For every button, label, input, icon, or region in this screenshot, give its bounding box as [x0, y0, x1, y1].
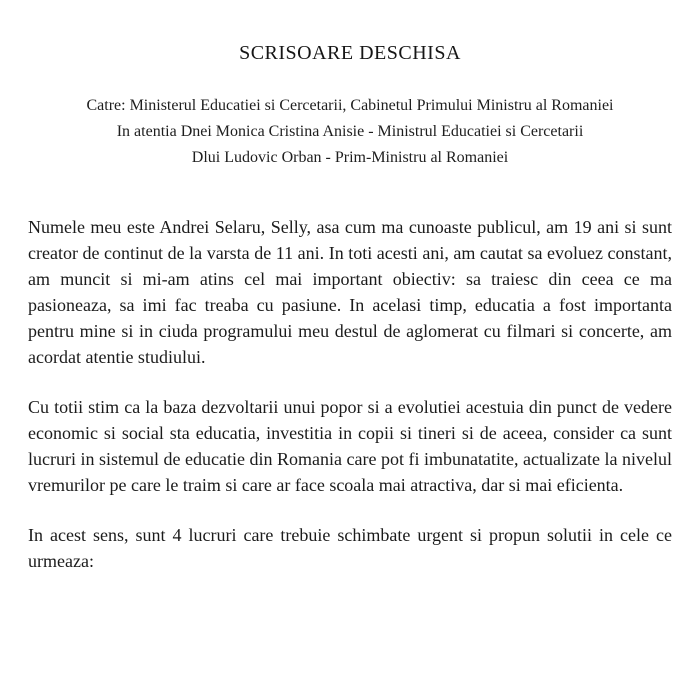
letter-title: SCRISOARE DESCHISA — [239, 42, 461, 64]
recipient-line-prime-minister: Dlui Ludovic Orban - Prim-Ministru al Romaniei — [191, 149, 509, 166]
paragraph-introduction: Numele meu este Andrei Selaru, Selly, asa cum ma cunoaste publicul, am 19 ani si sunt creator de continut de la varsta de 11 ani. In toti acesti ani, am cautat sa evoluez constant, am muncit si mi-am atins cel mai important obiectiv: sa traiesc din ceea ce ma pasioneaza, sa imi fac treaba cu pasiune. In acelasi timp, educatia a fost importanta pentru mine si in ciuda programului meu destul de aglomerat cu filmari si concerte, am acordat atentie studiului. — [28, 217, 672, 367]
paragraph-proposal-intro: In acest sens, sunt 4 lucruri care trebuie schimbate urgent si propun solutii in cele ce urmeaza: — [28, 525, 672, 571]
recipient-block — [0, 93, 700, 171]
letter-body — [28, 214, 672, 574]
recipient-line-ministry: Catre: Ministerul Educatiei si Cercetarii, Cabinetul Primului Ministru al Romaniei — [86, 97, 614, 114]
paragraph-education-context: Cu totii stim ca la baza dezvoltarii unui popor si a evolutiei acestuia din punct de vedere economic si social sta educatia, investitia in copii si tineri si de aceea, consider ca sunt lucruri in sistemul de educatie din Romania care pot fi imbunatatite, actualizate la nivelul vremurilor pe care le traim si care ar face scoala mai atractiva, dar si mai eficienta. — [28, 397, 672, 495]
recipient-line-minister: In atentia Dnei Monica Cristina Anisie - Ministrul Educatiei si Cercetarii — [116, 123, 584, 140]
